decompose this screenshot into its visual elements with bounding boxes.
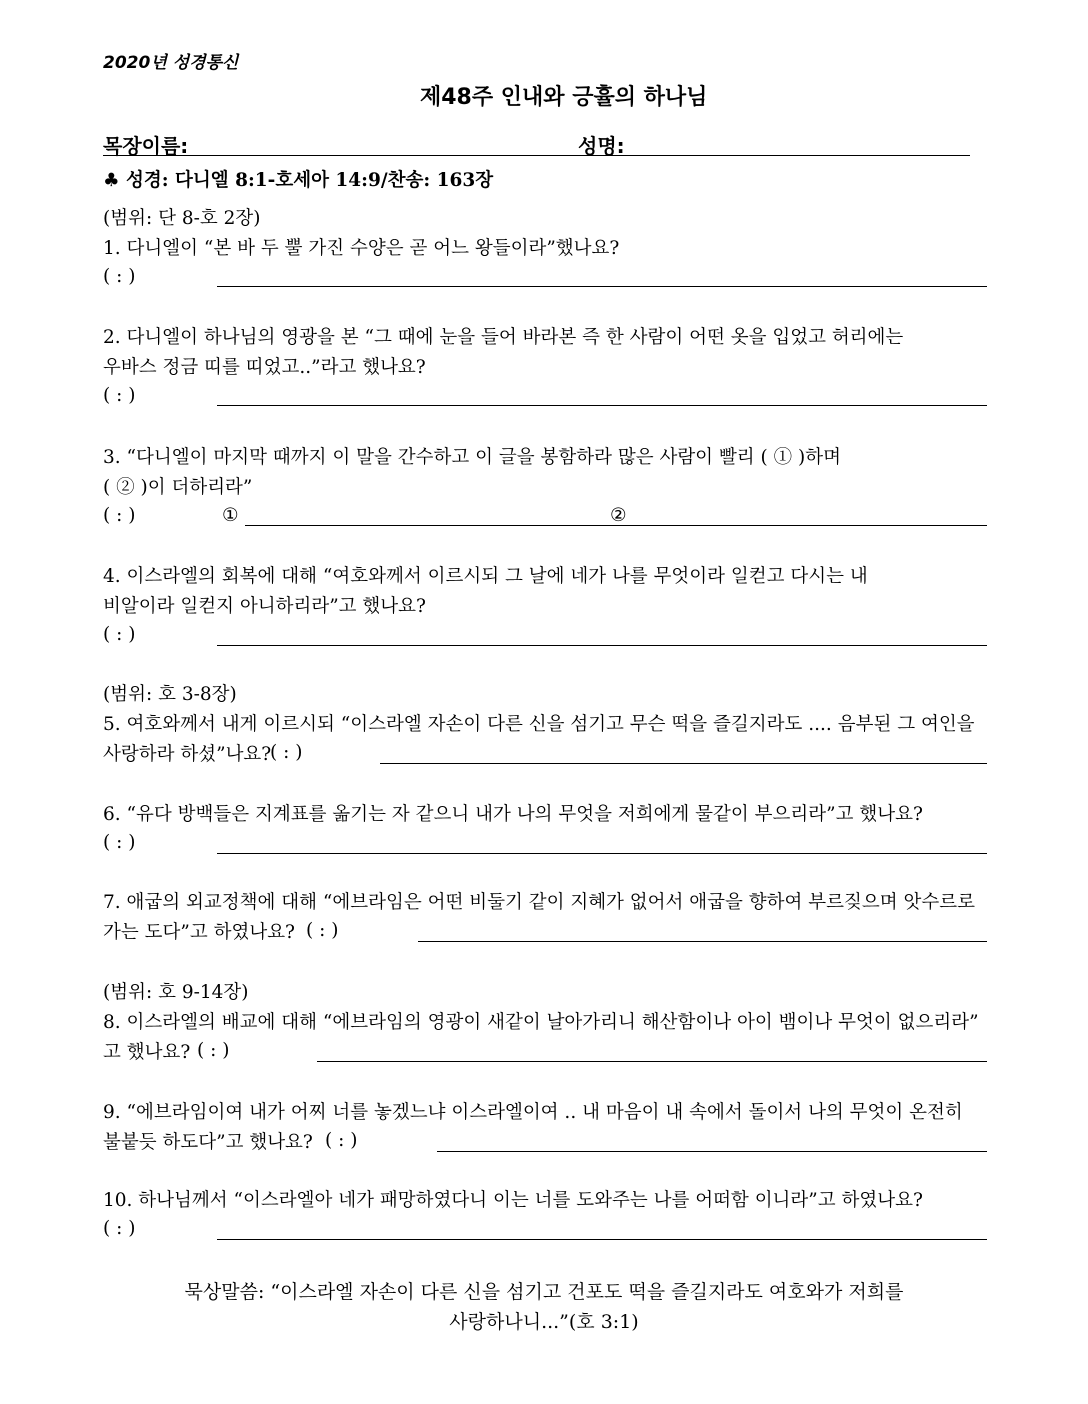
section-range-1: (범위: 단 8-호 2장) (103, 208, 261, 229)
answer-paren-4: ( : ) (103, 624, 136, 645)
meditation-verse-line-2: 사랑하나니...”(호 3:1) (449, 1311, 639, 1333)
person-name-label: 성명: (578, 134, 625, 158)
question-2-line-1: 2. 다니엘이 하나님의 영광을 본 “그 때에 눈을 들어 바라본 즉 한 사람이 어떤 옷을 입었고 허리에는 (103, 327, 904, 348)
question-5-line-2: 사랑하라 하셨”나요? (103, 744, 272, 765)
answer-line-5[interactable] (380, 763, 987, 764)
page-title: 제48주 인내와 긍휼의 하나님 (420, 85, 708, 110)
answer-line-1[interactable] (217, 286, 987, 287)
section-range-2: (범위: 호 3-8장) (103, 684, 237, 705)
blank-2-marker: ② (610, 505, 627, 526)
answer-paren-6: ( : ) (103, 832, 136, 853)
answer-line-7[interactable] (418, 941, 987, 942)
question-3-line-1: 3. “다니엘이 마지막 때까지 이 말을 간수하고 이 글을 봉함하라 많은 사람이 빨리 ( ① )하며 (103, 447, 841, 468)
question-1: 1. 다니엘이 “본 바 두 뿔 가진 수양은 곧 어느 왕들이라”했나요? (103, 238, 620, 259)
answer-line-4[interactable] (217, 645, 987, 646)
question-8-line-1: 8. 이스라엘의 배교에 대해 “에브라임의 영광이 새같이 날아가리니 해산함이나 아이 뱀이나 무엇이 없으리라” (103, 1012, 979, 1033)
answer-paren-5: ( : ) (270, 742, 303, 763)
answer-paren-8: ( : ) (197, 1040, 230, 1061)
question-2-line-2: 우바스 정금 띠를 띠었고..”라고 했나요? (103, 357, 426, 378)
question-4-line-2: 비알이라 일컫지 아니하리라”고 했나요? (103, 596, 426, 617)
question-10: 10. 하나님께서 “이스라엘아 네가 패망하였다니 이는 너를 도와주는 나를 어떠함 이니라”고 하였나요? (103, 1190, 923, 1211)
question-6: 6. “유다 방백들은 지계표를 옮기는 자 같으니 내가 나의 무엇을 저희에게 물같이 부으리라”고 했나요? (103, 804, 923, 825)
header-text: 2020년 성경통신 (103, 53, 239, 73)
section-range-3: (범위: 호 9-14장) (103, 982, 249, 1003)
group-name-label: 목장이름: (103, 134, 189, 158)
answer-line-2[interactable] (217, 405, 987, 406)
answer-paren-9: ( : ) (325, 1130, 358, 1151)
answer-paren-7: ( : ) (306, 920, 339, 941)
answer-paren-1: ( : ) (103, 266, 136, 287)
question-7-line-1: 7. 애굽의 외교정책에 대해 “에브라임은 어떤 비둘기 같이 지혜가 없어서 애굽을 향하여 부르짖으며 앗수르로 (103, 892, 976, 913)
question-9-line-1: 9. “에브라임이여 내가 어찌 너를 놓겠느냐 이스라엘이여 .. 내 마음이 내 속에서 돌이서 나의 무엇이 온전히 (103, 1102, 963, 1123)
meditation-verse-line-1: 묵상말씀: “이스라엘 자손이 다른 신을 섬기고 건포도 떡을 즐길지라도 여호와가 저희를 (184, 1281, 904, 1303)
answer-line-3[interactable] (245, 525, 987, 526)
question-8-line-2: 고 했나요? (103, 1042, 191, 1063)
name-fields-underline (103, 155, 970, 156)
question-4-line-1: 4. 이스라엘의 회복에 대해 “여호와께서 이르시되 그 날에 네가 나를 무엇이라 일컫고 다시는 내 (103, 566, 868, 587)
answer-line-8[interactable] (317, 1061, 987, 1062)
answer-paren-2: ( : ) (103, 385, 136, 406)
question-9-line-2: 불붙듯 하도다”고 했나요? (103, 1132, 313, 1153)
question-3-line-2: ( ② )이 더하리라” (103, 477, 253, 498)
answer-paren-10: ( : ) (103, 1218, 136, 1239)
answer-paren-3: ( : ) (103, 505, 136, 526)
answer-line-10[interactable] (217, 1239, 987, 1240)
blank-1-marker: ① (222, 505, 239, 526)
answer-line-6[interactable] (217, 853, 987, 854)
question-7-line-2: 가는 도다”고 하였나요? (103, 922, 295, 943)
scripture-range: ♣ 성경: 다니엘 8:1-호세아 14:9/찬송: 163장 (103, 170, 494, 191)
question-5-line-1: 5. 여호와께서 내게 이르시되 “이스라엘 자손이 다른 신을 섬기고 무슨 떡을 즐길지라도 .... 음부된 그 여인을 (103, 714, 975, 735)
answer-line-9[interactable] (437, 1151, 987, 1152)
